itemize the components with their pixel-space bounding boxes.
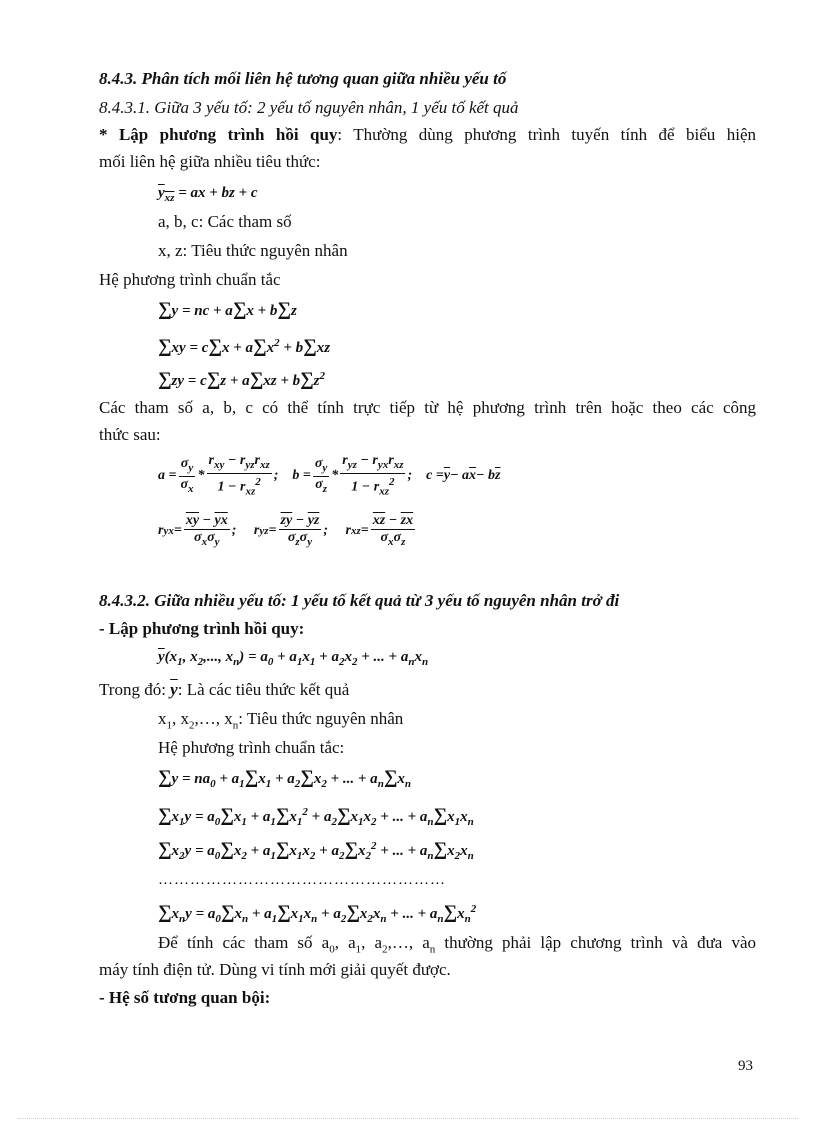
regression-label-2: - Lập phương trình hồi quy:	[99, 619, 305, 638]
formula-correlations: r yx = $\frac{\overline{xy} - \overline{y}\overline{x}}{\sigma_x\sigma_y}$ ; r yz = $\frac{\overline{zy} - \overline{y}\overline{z}}{\sigma_z\sigma_y}$ ; r xz = $\frac{\overline{xz} - \overline{z}\overline{x}}{\sigma_x\sigma_z}$	[158, 512, 414, 548]
equation-system-2: $\sum xy = c\sum x + a\sum x^2 + b\sum xz$	[158, 336, 331, 357]
where-prefix: Trong đó:	[99, 680, 166, 699]
where-text: : Là các tiêu thức kết quả	[177, 680, 350, 699]
paragraph-params-line2: thức sau:	[99, 425, 161, 444]
ellipsis-row: ………………………………………………	[158, 872, 446, 888]
causes-text: : Tiêu thức nguyên nhân	[238, 709, 404, 728]
page-bottom-rule	[18, 1118, 798, 1119]
equation-multi-system-2: $\sum x_1y = a_0\sum x_1 + a_1\sum x_1^2 + a_2\sum x_1x_2$ + ... + $a_n\sum x_1x_n$	[158, 805, 474, 828]
equation-multi-system-3: $\sum x_2y = a_0\sum x_2 + a_1\sum x_1x_2 + a_2\sum x_2^2$ + ... + $a_n\sum x_2x_n$	[158, 839, 474, 862]
where-line	[99, 679, 349, 701]
subsection-heading-8-4-3-1: 8.4.3.1. Giữa 3 yếu tố: 2 yếu tố nguyên nhân, 1 yếu tố kết quả	[99, 98, 519, 117]
formula-a-b-c: a = $\frac{\sigma_y}{\sigma_x}$ * $\frac{r_{xy} - r_{yz}r_{xz}}{1 - r_{xz}^2}$ ; b = $\frac{\sigma_y}{\sigma_z}$ * $\frac{r_{yz} - r_{yx}r_{xz}}{1 - r_{xz}^2}$ ; c = $\overline{y}$ − a $\overline{x}$ − b $\overline{z}$	[158, 452, 501, 498]
params-xz: x, z: Tiêu thức nguyên nhân	[158, 241, 348, 260]
causes-line: $x_1$, $x_2,\dots$, $x_n$: Tiêu thức nguyên nhân	[158, 709, 404, 732]
equation-multi-system-1: $\sum y = na_0 + a_1\sum x_1 + a_2\sum x_2$ + ... + $a_n\sum x_n$	[158, 767, 411, 790]
paragraph-regression-line2: mối liên hệ giữa nhiều tiêu thức:	[99, 152, 321, 171]
y-bar-symbol: $\overline{y}$	[170, 680, 178, 699]
equation-main: $y_{xz}$ = ax + bz + c	[158, 185, 258, 204]
paragraph-compute-line2: máy tính điện tử. Dùng vi tính mới giải quyết được.	[99, 960, 451, 979]
paragraph-params-line1: Các tham số a, b, c có thể tính trực tiếp từ hệ phương trình trên hoặc theo các công	[99, 398, 756, 417]
regression-text: : Thường dùng phương trình tuyến tính để biểu hiện	[337, 125, 756, 144]
paragraph-compute-line1: Để tính các tham số $a_0$, $a_1$, $a_2,\dots$, $a_n$ thường phải lập chương trình và đưa vào	[158, 933, 757, 956]
multiple-correlation-label: - Hệ số tương quan bội:	[99, 988, 271, 1007]
paragraph-regression-line1	[99, 124, 756, 146]
page-number: 93	[738, 1058, 753, 1074]
params-abc: a, b, c: Các tham số	[158, 212, 292, 231]
normal-system-label: Hệ phương trình chuẩn tắc	[99, 270, 281, 289]
equation-system-3: $\sum zy = c\sum z + a\sum xz + b\sum z^2$	[158, 369, 326, 390]
normal-system-label-2: Hệ phương trình chuẩn tắc:	[158, 738, 345, 757]
regression-label: * Lập phương trình hồi quy	[99, 125, 338, 144]
equation-system-1: ∑y = nc + a∑x + b∑z	[158, 299, 297, 320]
section-heading-8-4-3: 8.4.3. Phân tích mối liên hệ tương quan giữa nhiều yếu tố	[99, 69, 507, 88]
subsection-heading-8-4-3-2: 8.4.3.2. Giữa nhiều yếu tố: 1 yếu tố kết quả từ 3 yếu tố nguyên nhân trở đi	[99, 591, 620, 610]
equation-multi: $\overline{y}(x_1$, $x_2$,..., $x_n) = a_0 + a_1x_1 + a_2x_2$ + ... + $a_nx_n$	[158, 649, 429, 668]
equation-multi-system-n: $\sum x_ny = a_0\sum x_n + a_1\sum x_1x_n + a_2\sum x_2x_n$ + ... + $a_n\sum x_n^2$	[158, 902, 477, 925]
